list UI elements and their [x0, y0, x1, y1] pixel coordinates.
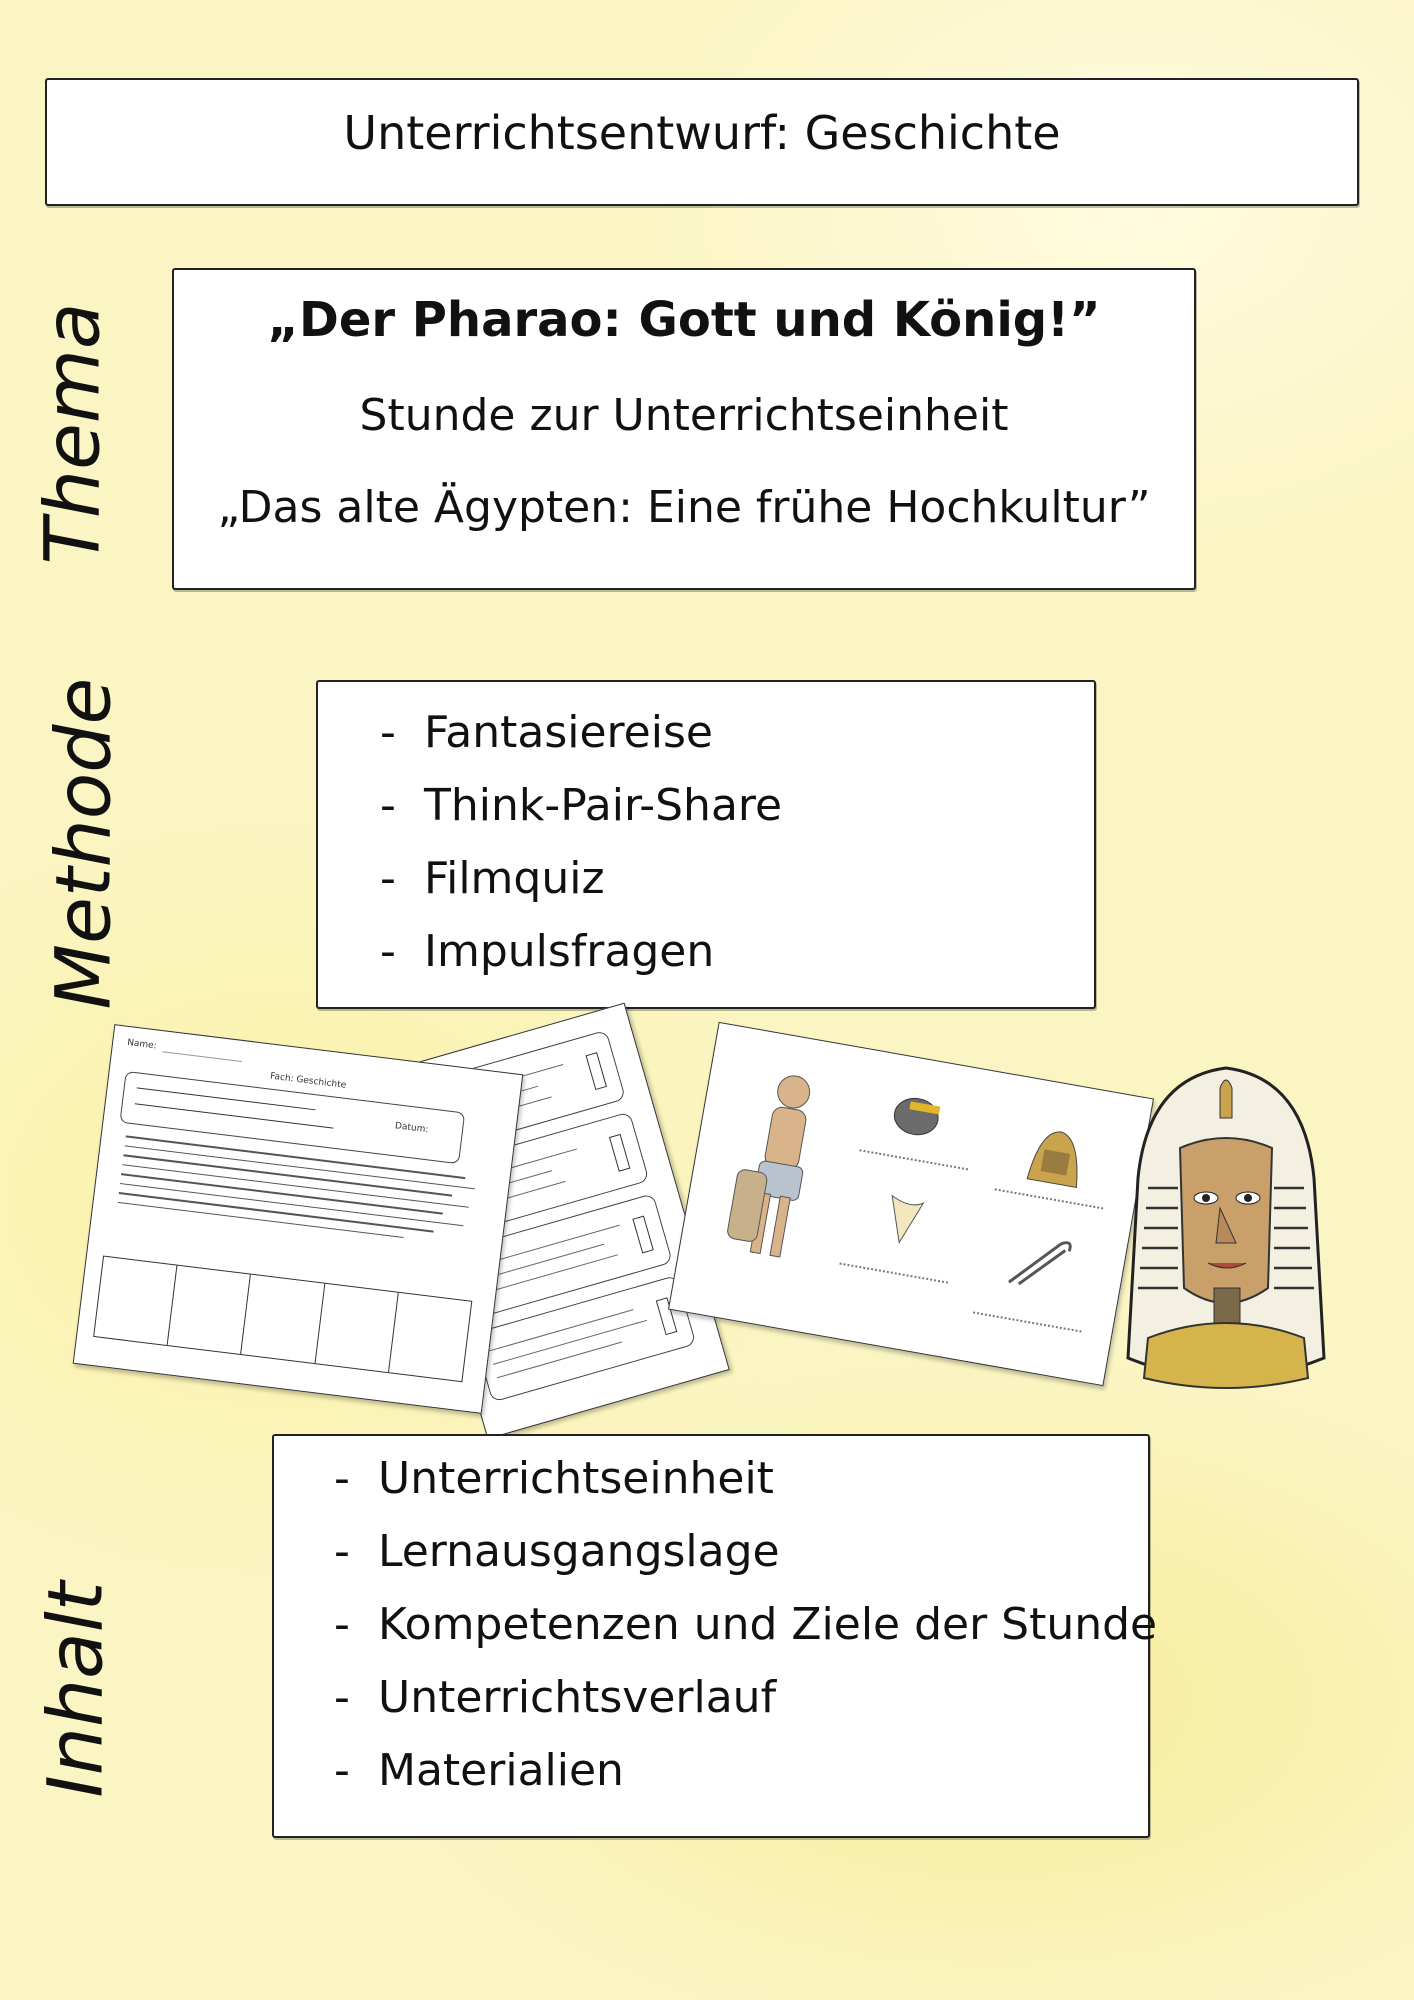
methode-box	[316, 680, 1096, 1009]
crook-flail-drawing-icon	[998, 1226, 1077, 1297]
list-item: - Lernausgangslage	[334, 1526, 780, 1577]
methode-list	[380, 696, 782, 988]
crown-drawing-icon	[883, 1084, 951, 1144]
list-item: - Materialien	[334, 1745, 624, 1796]
worksheet-datum-label: Datum:	[394, 1121, 429, 1136]
inhalt-box	[272, 1434, 1158, 1838]
headdress-drawing-icon	[1016, 1118, 1097, 1199]
thema-box	[172, 268, 1196, 590]
inhalt-list	[334, 1442, 1157, 1807]
section-label-thema: Thema	[27, 302, 117, 565]
section-label-methode: Methode	[38, 677, 128, 1010]
page-title: Unterrichtsentwurf: Geschichte	[343, 106, 1061, 160]
list-item: - Kompetenzen und Ziele der Stunde	[334, 1599, 1158, 1650]
list-item: - Filmquiz	[380, 853, 605, 904]
list-item: - Unterrichtseinheit	[334, 1453, 774, 1504]
section-label-inhalt: Inhalt	[30, 1581, 120, 1798]
worksheet-name-label: Name:	[126, 1037, 158, 1052]
list-item: - Think-Pair-Share	[380, 780, 783, 831]
worksheet-images-thumbnail	[668, 1022, 1154, 1386]
pharaoh-figure-drawing-icon	[719, 1059, 842, 1272]
list-item: - Unterrichtsverlauf	[334, 1672, 777, 1723]
worksheet-fach-label: Fach: Geschichte	[269, 1071, 347, 1091]
list-item: - Impulsfragen	[380, 926, 715, 977]
thema-subtitle-1: Stunde zur Unterrichtseinheit	[359, 390, 1009, 441]
thema-subtitle-2: „Das alte Ägypten: Eine frühe Hochkultur”	[217, 482, 1151, 533]
list-item: - Fantasiereise	[380, 707, 713, 758]
crown-white-drawing-icon	[874, 1184, 934, 1252]
thema-title: „Der Pharao: Gott und König!”	[267, 292, 1101, 348]
pharaoh-mask-drawing-icon	[1108, 1058, 1344, 1398]
worksheet-text-thumbnail	[73, 1024, 524, 1414]
header-box	[45, 78, 1359, 206]
